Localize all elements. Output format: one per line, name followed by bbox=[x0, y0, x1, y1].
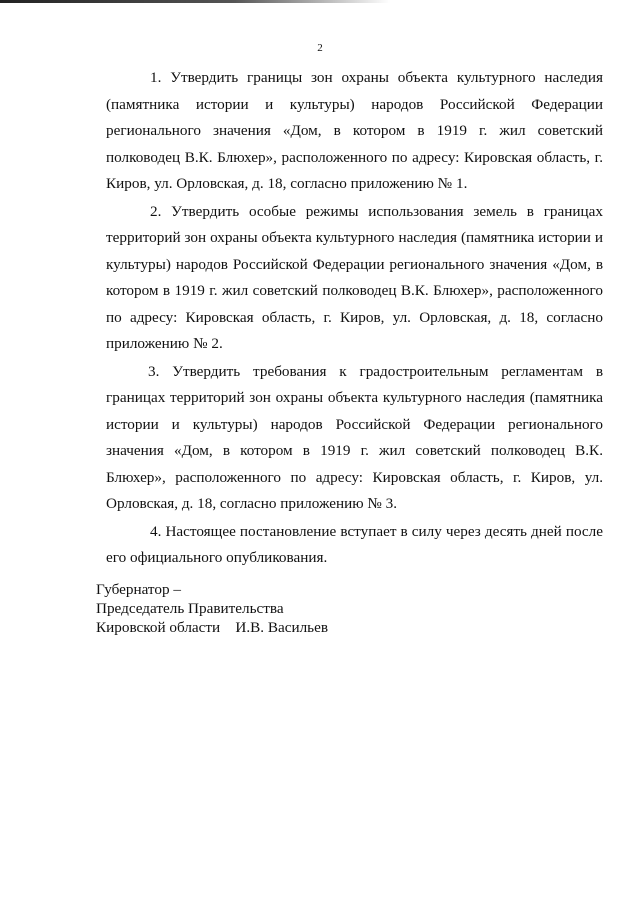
signature-region-name: Кировской области И.В. Васильев bbox=[96, 619, 328, 636]
paragraph-1: 1. Утвердить границы зон охраны объекта культурного наследия (памятника истории и культуры) народов Российской Федерации регионального значения «Дом, в котором в 1919 г. жил советский полководец В.К. Блюхер», расположенного по адресу: Кировская область, г. Киров, ул. Орловская, д. 18, согласно приложению № 1. bbox=[106, 69, 603, 192]
signature-title: Губернатор – bbox=[96, 581, 181, 598]
signature-block bbox=[96, 580, 328, 637]
paragraph-3: 3. Утвердить требования к градостроительным регламентам в границах территорий зон охраны объекта культурного наследия (памятника истории и культуры) народов Российской Федерации регионального значения «Дом, в котором в 1919 г. жил советский полководец В.К. Блюхер», расположенного по адресу: Кировская область, г. Киров, ул. Орловская, д. 18, согласно приложению № 3. bbox=[106, 362, 603, 512]
paragraph-4: 4. Настоящее постановление вступает в силу через десять дней после его официального опубликования. bbox=[106, 522, 603, 566]
scan-top-edge bbox=[0, 0, 390, 3]
document-body bbox=[106, 65, 603, 572]
paragraph-2: 2. Утвердить особые режимы использования земель в границах территорий зон охраны объекта культурного наследия (памятника истории и культуры) народов Российской Федерации регионального значения «Дом, в котором в 1919 г. жил советский полководец В.К. Блюхер», расположенного по адресу: Кировская область, г. Киров, ул. Орловская, д. 18, согласно приложению № 2. bbox=[106, 202, 603, 352]
page-number: 2 bbox=[317, 42, 323, 54]
signature-position: Председатель Правительства bbox=[96, 600, 284, 617]
